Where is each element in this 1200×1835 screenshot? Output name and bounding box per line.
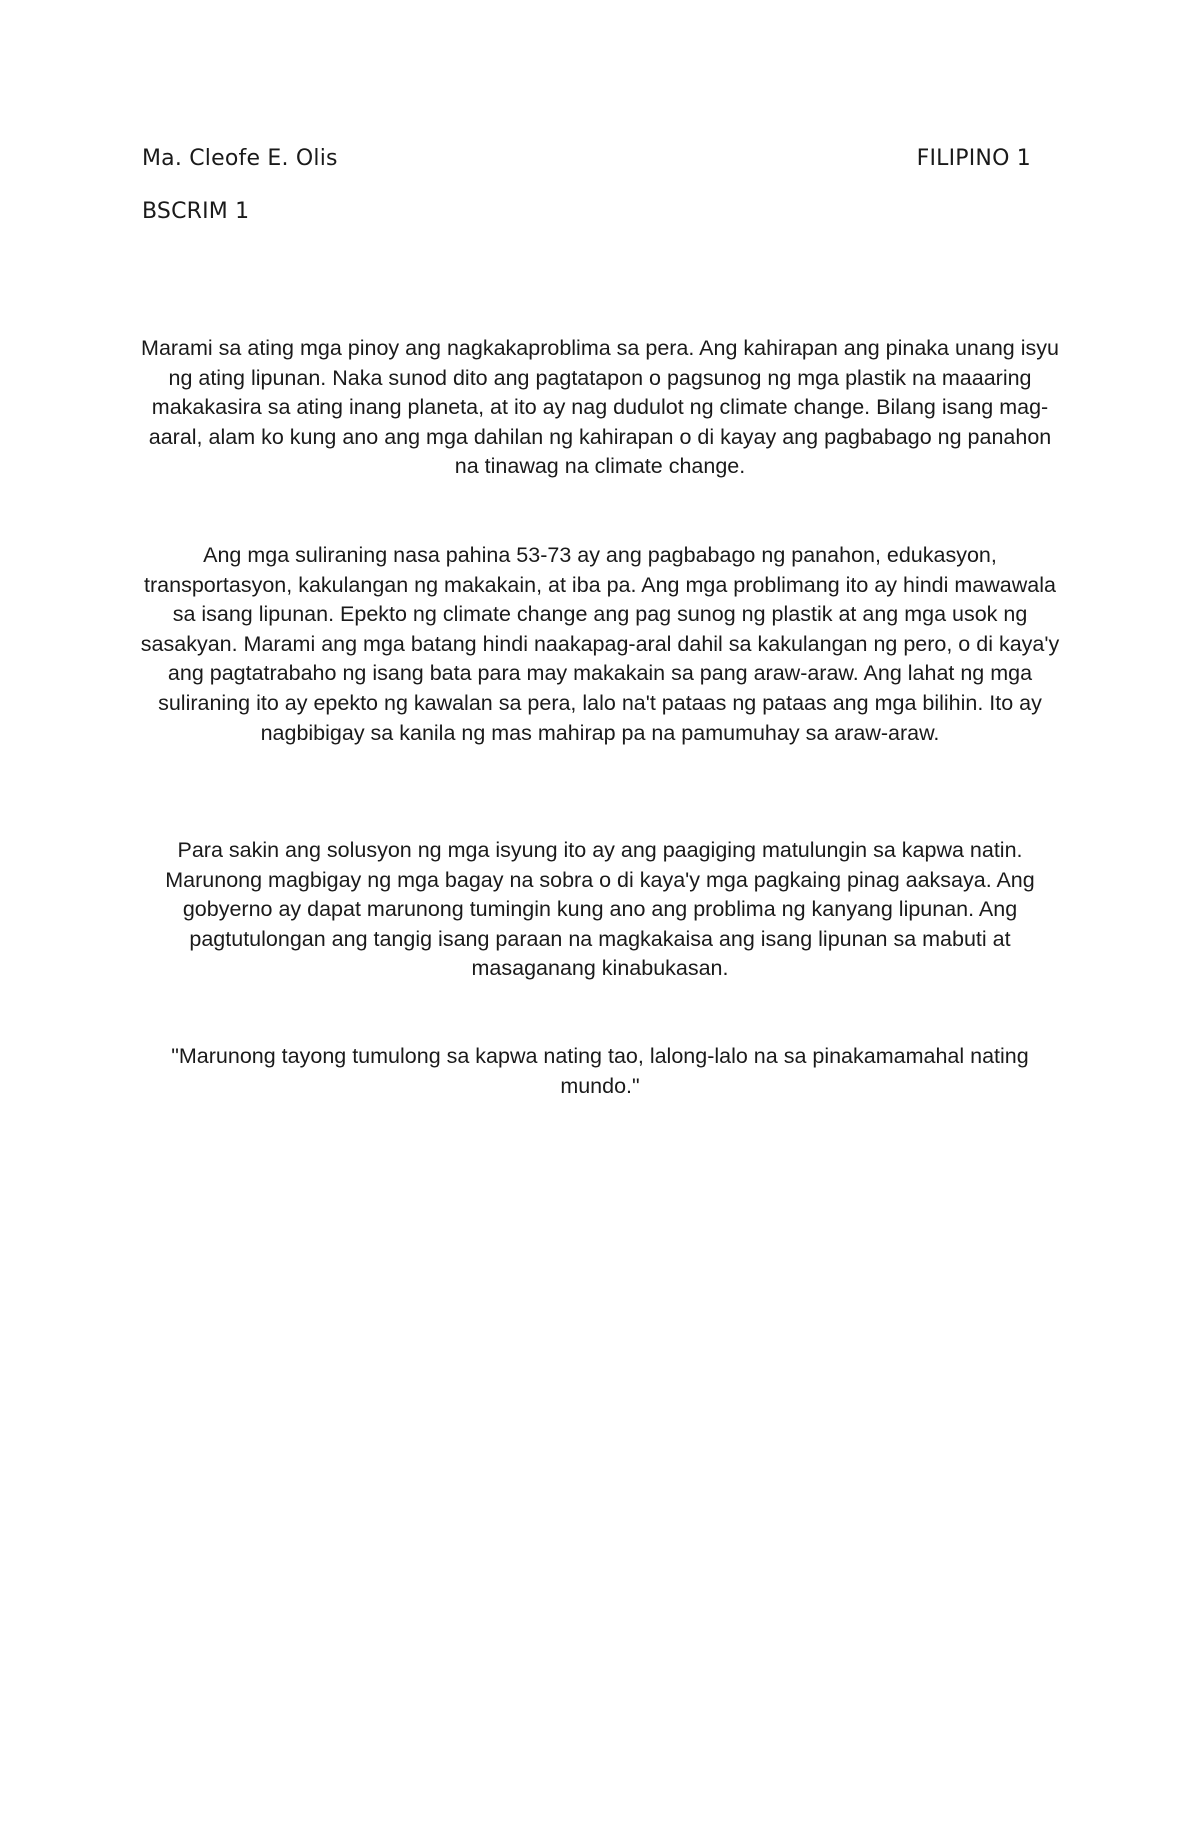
paragraph-1: Marami sa ating mga pinoy ang nagkakaproblima sa pera. Ang kahirapan ang pinaka unang isyu ng ating lipunan. Naka sunod dito ang pagtatapon o pagsunog ng mga plastik na maaaring makakasira sa ating inang planeta, at ito ay nag dudulot ng climate change. Bilang isang mag-aaral, alam ko kung ano ang mga dahilan ng kahirapan o di kayay ang pagbabago ng panahon na tinawag na climate change.	[141, 336, 1059, 479]
paragraph-3: Para sakin ang solusyon ng mga isyung ito ay ang paagiging matulungin sa kapwa natin. Marunong magbigay ng mga bagay na sobra o di kaya'y mga pagkaing pinag aaksaya. Ang gobyerno ay dapat marunong tumingin kung ano ang problima ng kanyang lipunan. Ang pagtutulongan ang tangig isang paraan na magkakaisa ang isang lipunan sa mabuti at masaganang kinabukasan.	[165, 838, 1035, 981]
author-name: Ma. Cleofe E. Olis	[142, 146, 338, 171]
paragraph-2: Ang mga suliraning nasa pahina 53-73 ay ang pagbabago ng panahon, edukasyon, transportasyon, kakulangan ng makakain, at iba pa. Ang mga problimang ito ay hindi mawawala sa isang lipunan. Epekto ng climate change ang pag sunog ng plastik at ang mga usok ng sasakyan. Marami ang mga batang hindi naakapag-aral dahil sa kakulangan ng pero, o di kaya'y ang pagtatrabaho ng isang bata para may makakain sa pang araw-araw. Ang lahat ng mga suliraning ito ay epekto ng kawalan sa pera, lalo na't pataas ng pataas ang mga bilihin. Ito ay nagbibigay sa kanila ng mas mahirap pa na pamumuhay sa araw-araw.	[140, 543, 1060, 745]
course-label: BSCRIM 1	[142, 199, 250, 224]
subject-label: FILIPINO 1	[916, 146, 1031, 171]
closing-quote: "Marunong tayong tumulong sa kapwa nating tao, lalong-lalo na sa pinakamamahal nating mundo."	[171, 1044, 1029, 1098]
